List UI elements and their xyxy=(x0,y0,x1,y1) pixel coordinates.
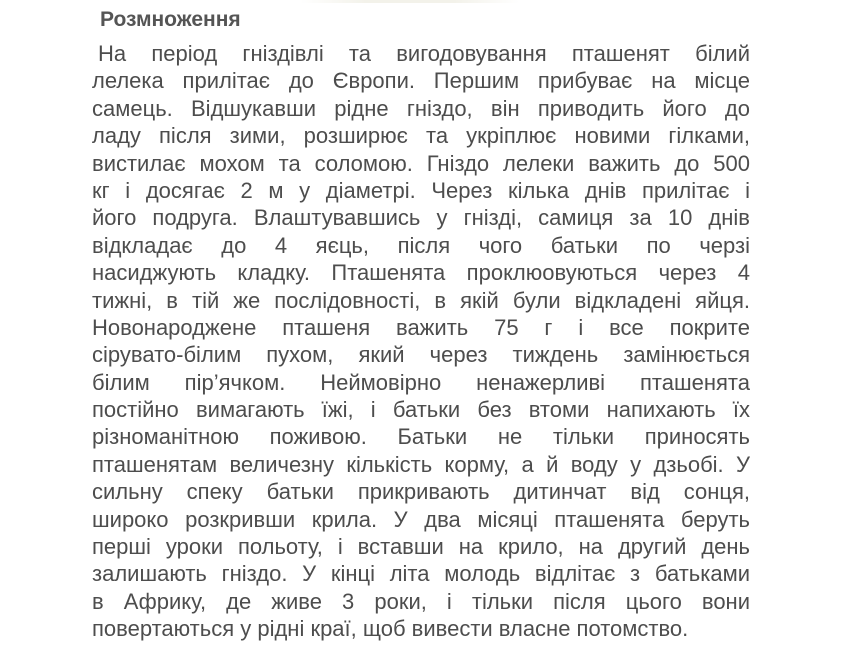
text-line: залишають гніздо. У кінці літа молодь відлітає з батьками xyxy=(92,561,750,587)
article-paragraph xyxy=(92,40,750,643)
text-line: На період гніздівлі та вигодовування пташенят білий xyxy=(98,41,750,66)
text-line: кг і досягає 2 м у діаметрі. Через кілька днів прилітає і xyxy=(92,177,750,203)
text-line: постійно вимагають їжі, і батьки без втоми напихають їх xyxy=(92,397,750,423)
section-title: Розмноження xyxy=(100,8,241,31)
text-line: лелека прилітає до Європи. Першим прибуває на місце xyxy=(92,68,750,94)
text-line: широко розкривши крила. У два місяці пташенята беруть xyxy=(92,506,750,532)
text-line: сірувато-білим пухом, який через тиждень замінюється xyxy=(92,342,750,368)
text-line: Новонароджене пташеня важить 75 г і все покрите xyxy=(92,314,750,340)
text-line: його подруга. Влаштувавшись у гнізді, самиця за 10 днів xyxy=(92,205,750,231)
text-line: тижні, в тій же послідовності, в якій були відкладені яйця. xyxy=(92,287,750,313)
text-line: відкладає до 4 яєць, після чого батьки по черзі xyxy=(92,232,750,258)
text-line: самець. Відшукавши рідне гніздо, він приводить його до xyxy=(92,95,750,121)
text-line: вистилає мохом та соломою. Гніздо лелеки важить до 500 xyxy=(92,150,750,176)
text-line: сильну спеку батьки прикривають дитинчат від сонця, xyxy=(92,479,750,505)
text-line: білим пір’ячком. Неймовірно ненажерливі пташенята xyxy=(92,369,750,395)
text-line: різноманітною поживою. Батьки не тільки приносять xyxy=(92,424,750,450)
text-line: повертаються у рідні краї, щоб вивести власне потомство. xyxy=(92,616,689,642)
text-line: в Африку, де живе 3 роки, і тільки після цього вони xyxy=(92,588,750,614)
top-accent-bar xyxy=(300,0,520,3)
text-line: пташенятам величезну кількість корму, а й воду у дзьобі. У xyxy=(92,451,750,477)
text-line: насиджують кладку. Пташенята проклюовуються через 4 xyxy=(92,260,750,286)
text-line: перші уроки польоту, і вставши на крило, на другий день xyxy=(92,534,750,560)
text-line: ладу після зими, розширює та укріплює новими гілками, xyxy=(92,123,750,149)
